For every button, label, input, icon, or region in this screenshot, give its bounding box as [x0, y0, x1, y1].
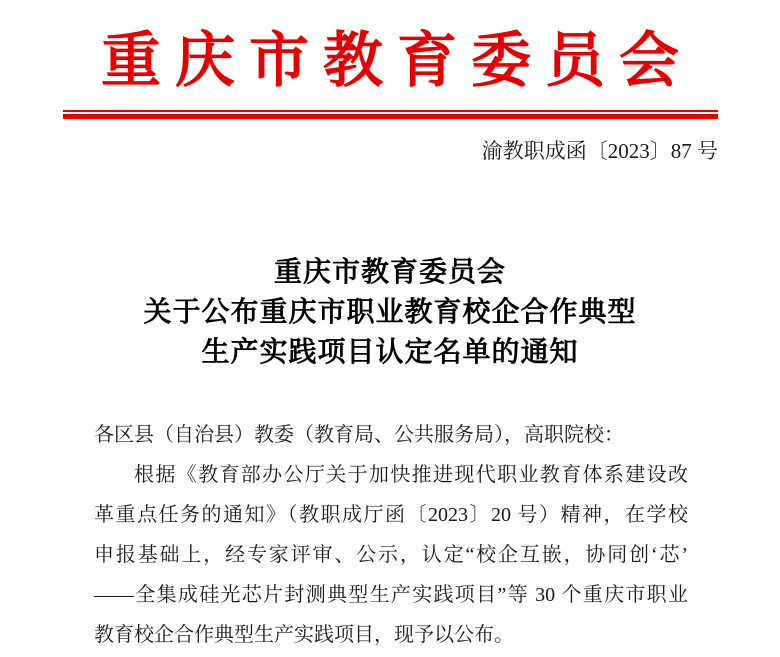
body-line: 申报基础上，经专家评审、公示，认定“校企互嵌，协同创‘芯’ — [94, 544, 688, 566]
body-line: 革重点任务的通知》（教职成厅函〔2023〕20 号）精神，在学校 — [94, 504, 688, 526]
document-number: 渝教职成函〔2023〕87 号 — [481, 139, 718, 163]
salutation-line: 各区县（自治县）教委（教育局、公共服务局），高职院校： — [94, 424, 624, 446]
letterhead — [0, 0, 780, 119]
body-line: 教育校企合作典型生产实践项目，现予以公布。 — [94, 624, 514, 646]
body-line: 根据《教育部办公厅关于加快推进现代职业教育体系建设改 — [134, 464, 688, 486]
document-body — [94, 415, 688, 655]
notice-title-line: 重庆市教育委员会 — [273, 257, 506, 288]
divider-thick-line — [63, 114, 718, 119]
divider-thin-line — [63, 110, 718, 112]
notice-title-line: 生产实践项目认定名单的通知 — [201, 337, 579, 368]
agency-title: 重庆市教育委员会 — [101, 28, 693, 94]
body-line: ——全集成硅光芯片封测典型生产实践项目”等 30 个重庆市职业 — [94, 584, 688, 606]
notice-title — [0, 253, 780, 373]
red-divider — [63, 110, 718, 119]
notice-title-line: 关于公布重庆市职业教育校企合作典型 — [143, 297, 637, 328]
